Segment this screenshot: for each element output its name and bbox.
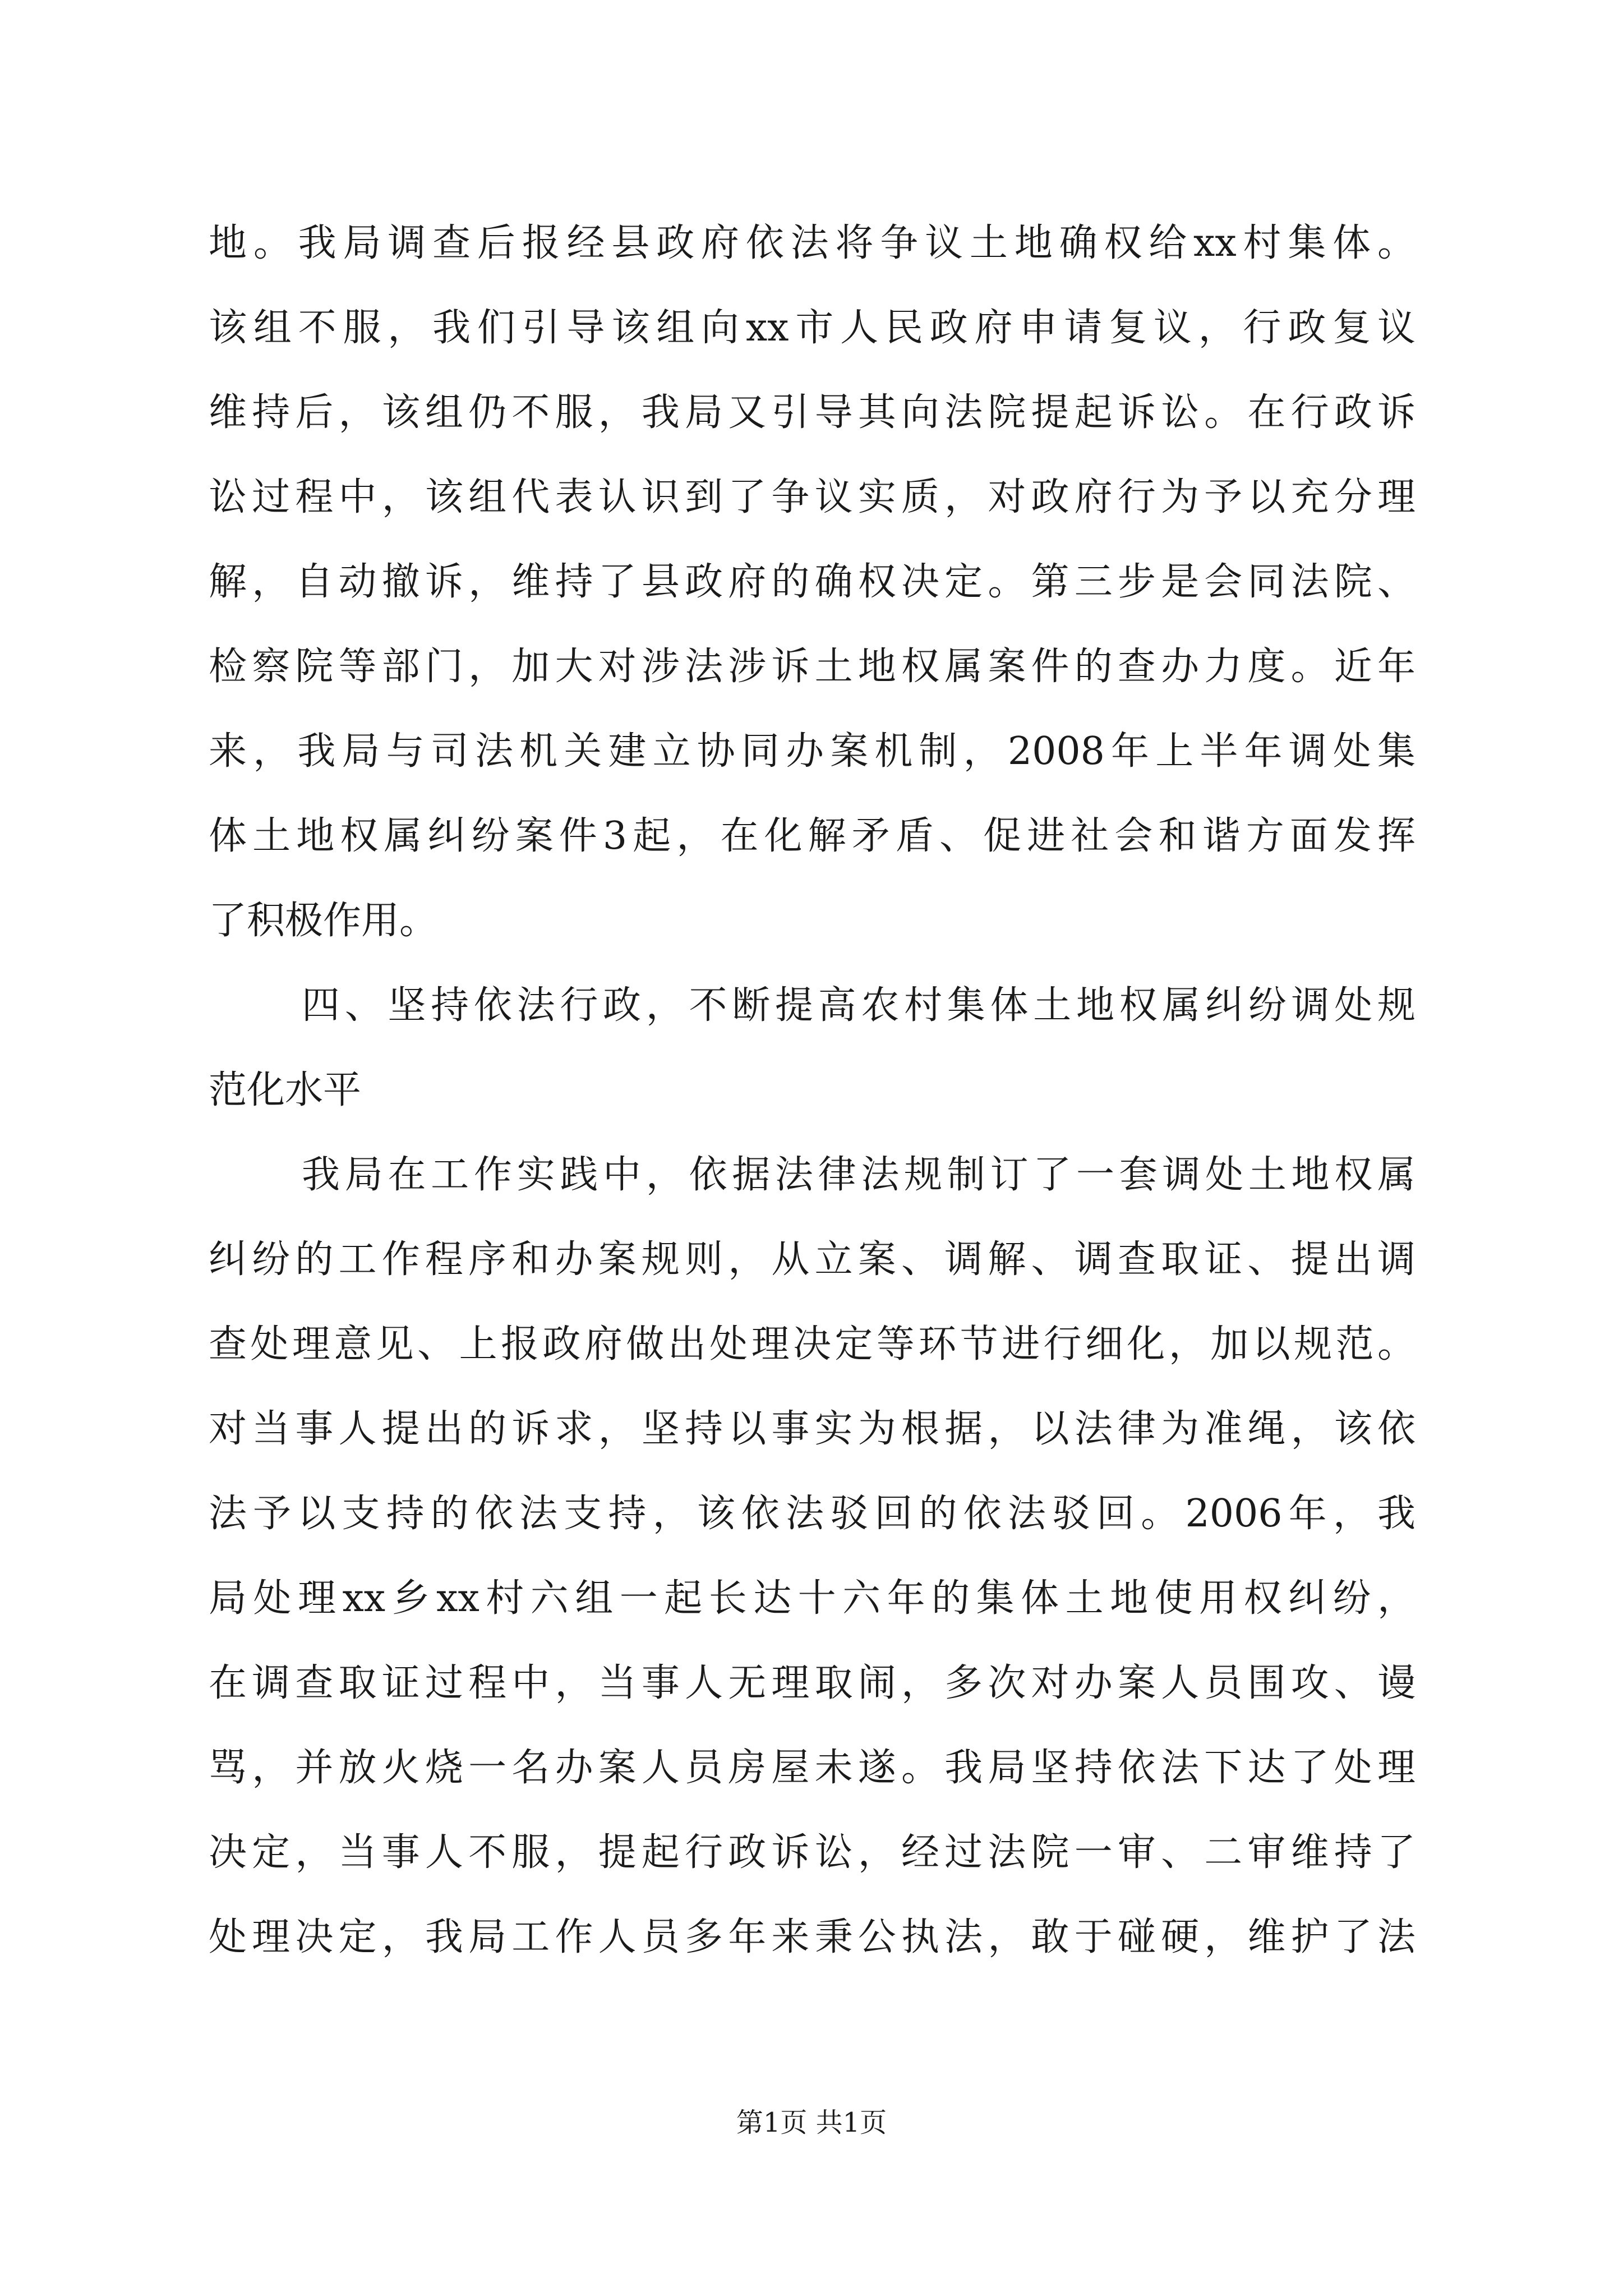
section-heading-line: 范化水平 [209, 1068, 362, 1112]
text-line: 体土地权属纠纷案件3起，在化解矛盾、促进社会和谐方面发挥 [209, 814, 1415, 858]
document-body [209, 221, 1415, 2003]
section-heading-line: 四、坚持依法行政，不断提高农村集体土地权属纠纷调处规 [302, 983, 1415, 1028]
text-line: 解，自动撤诉，维持了县政府的确权决定。第三步是会同法院、 [209, 560, 1415, 604]
text-line: 决定，当事人不服，提起行政诉讼，经过法院一审、二审维持了 [209, 1830, 1415, 1875]
page-number-label: 第1页 共1页 [736, 2107, 887, 2138]
text-line: 检察院等部门，加大对涉法涉诉土地权属案件的查办力度。近年 [209, 645, 1415, 689]
text-line: 该组不服，我们引导该组向xx市人民政府申请复议，行政复议 [209, 306, 1415, 350]
text-line: 局处理xx乡xx村六组一起长达十六年的集体土地使用权纠纷， [209, 1576, 1415, 1621]
text-line: 在调查取证过程中，当事人无理取闹，多次对办案人员围攻、谩 [209, 1661, 1415, 1705]
page-footer [0, 2109, 1623, 2136]
text-line: 我局在工作实践中，依据法律法规制订了一套调处土地权属 [302, 1153, 1415, 1197]
text-line: 讼过程中，该组代表认识到了争议实质，对政府行为予以充分理 [209, 475, 1415, 519]
text-line: 了积极作用。 [209, 899, 438, 943]
text-line: 查处理意见、上报政府做出处理决定等环节进行细化，加以规范。 [209, 1322, 1415, 1366]
text-line: 地。我局调查后报经县政府依法将争议土地确权给xx村集体。 [209, 221, 1415, 265]
text-line: 法予以支持的依法支持，该依法驳回的依法驳回。2006年，我 [209, 1492, 1415, 1536]
text-line: 维持后，该组仍不服，我局又引导其向法院提起诉讼。在行政诉 [209, 390, 1415, 435]
text-line: 纠纷的工作程序和办案规则，从立案、调解、调查取证、提出调 [209, 1237, 1415, 1282]
text-line: 处理决定，我局工作人员多年来秉公执法，敢于碰硬，维护了法 [209, 1915, 1415, 1959]
text-line: 来，我局与司法机关建立协同办案机制，2008年上半年调处集 [209, 729, 1415, 774]
text-line: 对当事人提出的诉求，坚持以事实为根据，以法律为准绳，该依 [209, 1407, 1415, 1451]
text-line: 骂，并放火烧一名办案人员房屋未遂。我局坚持依法下达了处理 [209, 1746, 1415, 1790]
